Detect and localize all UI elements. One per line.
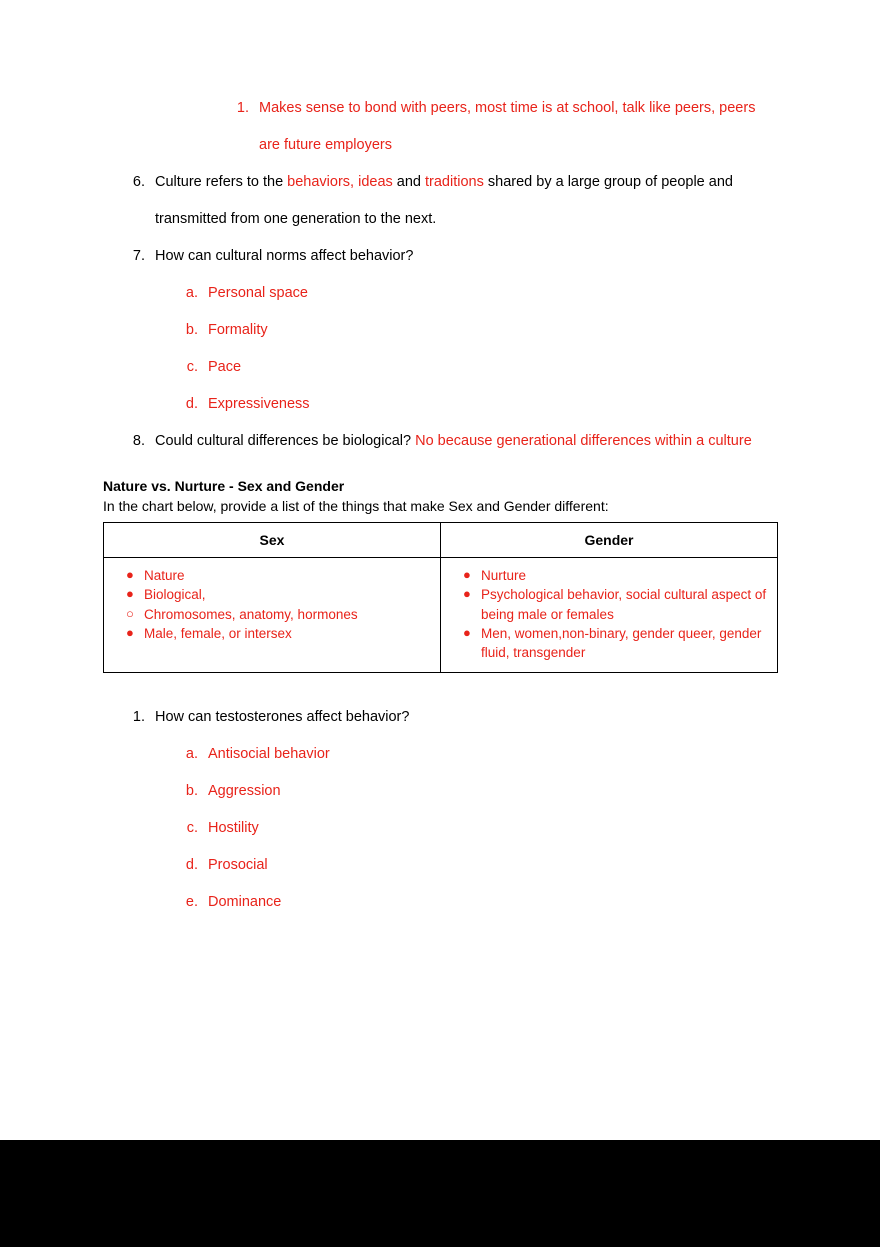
section-intro: In the chart below, provide a list of the things that make Sex and Gender different: bbox=[103, 497, 609, 514]
bullet-text: Nurture bbox=[481, 568, 527, 584]
list-item bbox=[103, 386, 778, 423]
bullet-list bbox=[110, 566, 434, 604]
list-marker: b. bbox=[185, 783, 198, 799]
list-item-text bbox=[208, 396, 310, 412]
bullet-list bbox=[447, 566, 771, 662]
column-header-sex: Sex bbox=[104, 523, 441, 558]
list-marker: 6. bbox=[132, 173, 145, 190]
list-item bbox=[103, 164, 778, 238]
bullet-item bbox=[463, 585, 771, 623]
list-item-text bbox=[155, 433, 752, 449]
hollow-bullet-icon: ○ bbox=[126, 605, 134, 621]
text-segment: Pace bbox=[208, 358, 242, 375]
list-marker: b. bbox=[185, 321, 198, 338]
filled-bullet-icon: ● bbox=[126, 624, 134, 640]
bullet-item bbox=[126, 624, 434, 643]
list-item-text bbox=[155, 174, 733, 227]
list-item-text bbox=[155, 709, 409, 725]
bullet-item bbox=[126, 605, 434, 624]
bottom-black-band bbox=[0, 1140, 880, 1247]
list-item-text bbox=[208, 359, 241, 375]
text-segment: Expressiveness bbox=[208, 395, 310, 412]
list-item-text bbox=[208, 857, 268, 873]
bullet-item bbox=[463, 624, 771, 662]
bullet-text: Men, women,non-binary, gender queer, gender fluid, transgender bbox=[481, 625, 762, 660]
list-marker: c. bbox=[186, 819, 198, 836]
list-marker: d. bbox=[185, 395, 198, 412]
bullet-text: Male, female, or intersex bbox=[144, 625, 292, 641]
list-marker: a. bbox=[185, 284, 198, 301]
list-item bbox=[103, 349, 778, 386]
list-marker: c. bbox=[186, 358, 198, 375]
text-segment: No because generational differences within a culture bbox=[415, 432, 752, 449]
list-marker: 1. bbox=[236, 100, 249, 116]
bullet-sublist bbox=[110, 605, 434, 624]
list-item-text bbox=[208, 285, 308, 301]
text-segment: Makes sense to bond with peers, most time is at school, talk like peers, peers are future employers bbox=[259, 100, 756, 153]
text-segment: and bbox=[392, 173, 426, 190]
bullet-list bbox=[110, 624, 434, 643]
filled-bullet-icon: ● bbox=[463, 586, 471, 602]
page-content bbox=[103, 90, 778, 921]
column-header-gender: Gender bbox=[441, 523, 778, 558]
list-item-text bbox=[208, 746, 330, 762]
list-item-text bbox=[208, 783, 281, 799]
list-item-text bbox=[208, 322, 268, 338]
text-segment: behaviors, ideas bbox=[287, 173, 393, 190]
list-marker: a. bbox=[185, 746, 198, 763]
sub-list bbox=[103, 275, 778, 423]
sub-list bbox=[103, 736, 778, 921]
text-segment: shared by a large group of people and transmitted from one generation to the next. bbox=[155, 173, 733, 227]
list-marker: e. bbox=[185, 893, 198, 910]
text-segment: Culture refers to the bbox=[155, 173, 288, 190]
list-item bbox=[103, 699, 778, 736]
bottom-question-list bbox=[103, 699, 778, 921]
list-item bbox=[103, 312, 778, 349]
text-segment: Personal space bbox=[208, 284, 308, 301]
text-segment: Formality bbox=[208, 321, 268, 338]
list-item bbox=[103, 90, 778, 164]
section-heading: Nature vs. Nurture - Sex and Gender bbox=[103, 477, 345, 494]
bullet-text: Nature bbox=[144, 568, 185, 584]
bullet-text: Chromosomes, anatomy, hormones bbox=[144, 606, 358, 622]
text-segment: traditions bbox=[425, 173, 484, 190]
list-item bbox=[103, 238, 778, 275]
text-segment: Could cultural differences be biological? bbox=[155, 432, 416, 449]
list-item bbox=[103, 423, 778, 460]
filled-bullet-icon: ● bbox=[126, 586, 134, 602]
list-marker: 8. bbox=[132, 432, 145, 449]
list-item-text bbox=[208, 820, 259, 836]
text-segment: Hostility bbox=[208, 819, 259, 836]
filled-bullet-icon: ● bbox=[463, 567, 471, 583]
list-item bbox=[103, 275, 778, 312]
bullet-text: Psychological behavior, social cultural aspect of being male or females bbox=[481, 587, 767, 622]
filled-bullet-icon: ● bbox=[463, 624, 471, 640]
bullet-item bbox=[126, 585, 434, 604]
sex-gender-table bbox=[103, 522, 778, 673]
list-item bbox=[103, 810, 778, 847]
list-item bbox=[103, 847, 778, 884]
list-marker: 1. bbox=[132, 709, 145, 726]
top-sublist bbox=[103, 90, 778, 164]
text-segment: Dominance bbox=[208, 893, 282, 910]
filled-bullet-icon: ● bbox=[126, 567, 134, 583]
bullet-item bbox=[126, 566, 434, 585]
list-marker: d. bbox=[185, 856, 198, 873]
cell-gender bbox=[441, 558, 778, 673]
main-question-list bbox=[103, 164, 778, 460]
cell-sex bbox=[104, 558, 441, 673]
text-segment: How can cultural norms affect behavior? bbox=[155, 247, 414, 264]
bullet-item bbox=[463, 566, 771, 585]
table-row bbox=[104, 558, 778, 673]
list-item-text bbox=[155, 248, 413, 264]
list-item bbox=[103, 884, 778, 921]
list-marker: 7. bbox=[132, 247, 145, 264]
text-segment: Antisocial behavior bbox=[208, 746, 330, 763]
text-segment: How can testosterones affect behavior? bbox=[155, 709, 410, 726]
list-item-text bbox=[259, 100, 755, 153]
list-item-text bbox=[208, 894, 281, 910]
list-item bbox=[103, 773, 778, 810]
table-header-row bbox=[104, 523, 778, 558]
text-segment: Prosocial bbox=[208, 856, 268, 873]
list-item bbox=[103, 736, 778, 773]
text-segment: Aggression bbox=[208, 783, 281, 799]
bullet-text: Biological, bbox=[144, 587, 206, 603]
